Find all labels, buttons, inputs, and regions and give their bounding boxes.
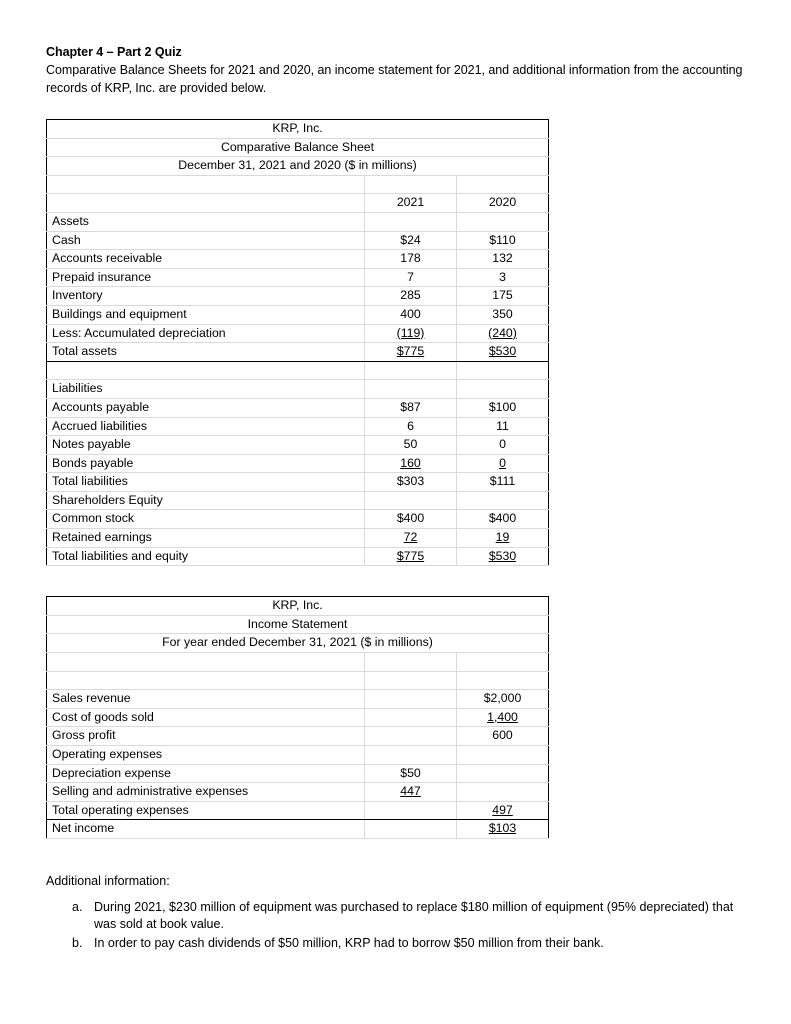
row-label: Accounts payable [47, 398, 365, 417]
table-cell-blank [365, 175, 457, 194]
table-title-row [47, 615, 549, 634]
row-value [457, 491, 549, 510]
table-title-line: KRP, Inc. [47, 120, 549, 139]
spacer-before-additional [46, 839, 745, 873]
balance-sheet-table [46, 119, 549, 566]
value-text: 447 [400, 784, 421, 799]
row-value [365, 343, 457, 362]
table-title-row [47, 120, 549, 139]
list-item-marker: a. [72, 899, 83, 914]
income-statement-body [47, 597, 549, 839]
table-header-row [47, 671, 549, 690]
row-label: Accounts receivable [47, 250, 365, 269]
table-header-row [47, 194, 549, 213]
value-text: 72 [403, 530, 418, 545]
additional-information-list [46, 899, 745, 953]
table-row [47, 746, 549, 765]
table-row [47, 305, 549, 324]
row-value [457, 783, 549, 802]
table-title-line: Comparative Balance Sheet [47, 138, 549, 157]
row-value [365, 820, 457, 839]
row-value [457, 801, 549, 820]
column-header [47, 194, 365, 213]
table-row [47, 473, 549, 492]
value-text: (119) [396, 325, 425, 340]
table-row [47, 454, 549, 473]
row-label: Total assets [47, 343, 365, 362]
row-value [365, 510, 457, 529]
value-text: $110 [489, 232, 516, 247]
row-label [47, 361, 365, 380]
value-text: 7 [407, 269, 414, 284]
row-value [457, 727, 549, 746]
value-text: 1,400 [487, 709, 518, 724]
table-row [47, 380, 549, 399]
value-text: 19 [495, 530, 510, 545]
value-text: 178 [400, 251, 421, 266]
table-cell-blank [47, 175, 365, 194]
row-label: Cost of goods sold [47, 708, 365, 727]
value-text: $103 [488, 821, 517, 836]
value-text: $400 [396, 511, 425, 526]
row-label: Selling and administrative expenses [47, 783, 365, 802]
row-label: Liabilities [47, 380, 365, 399]
row-label: Depreciation expense [47, 764, 365, 783]
value-text: 600 [492, 728, 513, 743]
list-item-marker: b. [72, 935, 83, 950]
table-row [47, 547, 549, 566]
table-column-divider-row [47, 175, 549, 194]
row-label: Bonds payable [47, 454, 365, 473]
row-label: Common stock [47, 510, 365, 529]
value-text: 285 [400, 288, 421, 303]
value-text: $775 [396, 344, 425, 359]
value-text: $87 [400, 399, 421, 414]
column-header: 2020 [457, 194, 549, 213]
row-label: Total liabilities [47, 473, 365, 492]
list-item [46, 899, 745, 934]
row-value [457, 547, 549, 566]
additional-information-heading: Additional information: [46, 873, 170, 888]
row-value [365, 690, 457, 709]
value-text: $100 [488, 399, 517, 414]
row-value [457, 361, 549, 380]
row-value [365, 212, 457, 231]
value-text: 11 [496, 418, 509, 433]
value-text: $2,000 [483, 691, 522, 706]
row-value [365, 361, 457, 380]
row-value [457, 417, 549, 436]
table-row [47, 491, 549, 510]
row-value [365, 746, 457, 765]
value-text: $111 [489, 474, 516, 489]
row-label: Net income [47, 820, 365, 839]
value-text: 132 [492, 251, 513, 266]
value-text: 175 [492, 288, 513, 303]
row-value [365, 268, 457, 287]
row-label: Retained earnings [47, 529, 365, 548]
table-title-row [47, 138, 549, 157]
value-text: $400 [488, 511, 517, 526]
spacer-after-heading [46, 97, 745, 119]
row-value [457, 708, 549, 727]
table-title-line: For year ended December 31, 2021 ($ in millions) [47, 634, 549, 653]
table-row [47, 801, 549, 820]
table-title-row [47, 597, 549, 616]
row-label: Accrued liabilities [47, 417, 365, 436]
row-label: Total operating expenses [47, 801, 365, 820]
column-header [47, 671, 365, 690]
row-value [457, 529, 549, 548]
column-header [457, 671, 549, 690]
value-text: 0 [499, 437, 506, 452]
row-value [365, 783, 457, 802]
row-label: Cash [47, 231, 365, 250]
table-title-line: KRP, Inc. [47, 597, 549, 616]
balance-sheet-body [47, 120, 549, 566]
row-value [365, 491, 457, 510]
value-text: 350 [492, 306, 513, 321]
row-label: Prepaid insurance [47, 268, 365, 287]
table-row [47, 398, 549, 417]
row-value [457, 510, 549, 529]
row-label: Buildings and equipment [47, 305, 365, 324]
row-value [365, 417, 457, 436]
row-value [365, 231, 457, 250]
value-text: $530 [488, 548, 517, 563]
table-title-line: December 31, 2021 and 2020 ($ in millions) [47, 157, 549, 176]
row-value [365, 801, 457, 820]
row-value [457, 473, 549, 492]
table-row [47, 436, 549, 455]
row-value [457, 212, 549, 231]
column-header [365, 671, 457, 690]
intro-paragraph: Comparative Balance Sheets for 2021 and 2020, an income statement for 2021, and additional information from the accounting records of KRP, Inc. are provided below. [46, 63, 743, 95]
row-value [365, 380, 457, 399]
table-cell-blank [47, 653, 365, 672]
table-cell-blank [365, 653, 457, 672]
row-value [457, 820, 549, 839]
row-label: Inventory [47, 287, 365, 306]
additional-information-section [46, 873, 745, 953]
row-value [457, 380, 549, 399]
table-row [47, 343, 549, 362]
table-row [47, 529, 549, 548]
row-label: Sales revenue [47, 690, 365, 709]
table-row [47, 820, 549, 839]
table-row [47, 510, 549, 529]
row-value [457, 398, 549, 417]
row-value [457, 690, 549, 709]
income-statement-table [46, 596, 549, 839]
row-value [365, 305, 457, 324]
value-text: $303 [396, 474, 425, 489]
value-text: 0 [499, 455, 506, 470]
value-text: 400 [400, 306, 421, 321]
page-title: Chapter 4 – Part 2 Quiz [46, 45, 182, 59]
row-value [365, 708, 457, 727]
row-value [365, 324, 457, 343]
table-title-row [47, 634, 549, 653]
row-label: Operating expenses [47, 746, 365, 765]
row-label: Total liabilities and equity [47, 547, 365, 566]
table-title-line: Income Statement [47, 615, 549, 634]
table-cell-blank [457, 653, 549, 672]
row-label: Notes payable [47, 436, 365, 455]
table-spacer-row [47, 361, 549, 380]
value-text: (240) [488, 325, 517, 340]
table-row [47, 708, 549, 727]
heading-block [46, 44, 745, 97]
row-value [365, 473, 457, 492]
column-header: 2021 [365, 194, 457, 213]
value-text: 3 [499, 269, 506, 284]
table-row [47, 690, 549, 709]
table-title-row [47, 157, 549, 176]
row-value [457, 746, 549, 765]
row-value [365, 727, 457, 746]
row-value [457, 250, 549, 269]
row-value [457, 231, 549, 250]
value-text: $530 [488, 344, 517, 359]
table-cell-blank [457, 175, 549, 194]
row-value [365, 529, 457, 548]
table-row [47, 268, 549, 287]
table-row [47, 287, 549, 306]
table-row [47, 417, 549, 436]
row-value [365, 764, 457, 783]
value-text: 160 [400, 455, 421, 470]
row-value [457, 287, 549, 306]
table-row [47, 783, 549, 802]
value-text: $50 [400, 765, 421, 780]
table-row [47, 231, 549, 250]
row-value [365, 547, 457, 566]
row-value [457, 764, 549, 783]
row-label: Shareholders Equity [47, 491, 365, 510]
row-value [457, 343, 549, 362]
table-row [47, 212, 549, 231]
row-value [365, 436, 457, 455]
value-text: 497 [492, 802, 513, 817]
row-value [457, 268, 549, 287]
list-item-text: In order to pay cash dividends of $50 million, KRP had to borrow $50 million from their bank. [94, 935, 604, 950]
table-row [47, 324, 549, 343]
table-row [47, 727, 549, 746]
spacer-between-tables [46, 566, 745, 596]
list-item-text: During 2021, $230 million of equipment was purchased to replace $180 million of equipment (95% depreciated) that was sold at book value. [94, 899, 734, 932]
row-value [365, 250, 457, 269]
value-text: $775 [396, 548, 425, 563]
row-label: Less: Accumulated depreciation [47, 324, 365, 343]
row-value [457, 305, 549, 324]
table-row [47, 250, 549, 269]
table-column-divider-row [47, 653, 549, 672]
row-value [365, 454, 457, 473]
row-value [365, 398, 457, 417]
value-text: 50 [403, 437, 418, 452]
row-label: Assets [47, 212, 365, 231]
value-text: $24 [400, 232, 421, 247]
row-value [365, 287, 457, 306]
row-value [457, 454, 549, 473]
row-value [457, 324, 549, 343]
table-row [47, 764, 549, 783]
value-text: 6 [407, 418, 414, 433]
row-label: Gross profit [47, 727, 365, 746]
list-item [46, 935, 745, 953]
row-value [457, 436, 549, 455]
